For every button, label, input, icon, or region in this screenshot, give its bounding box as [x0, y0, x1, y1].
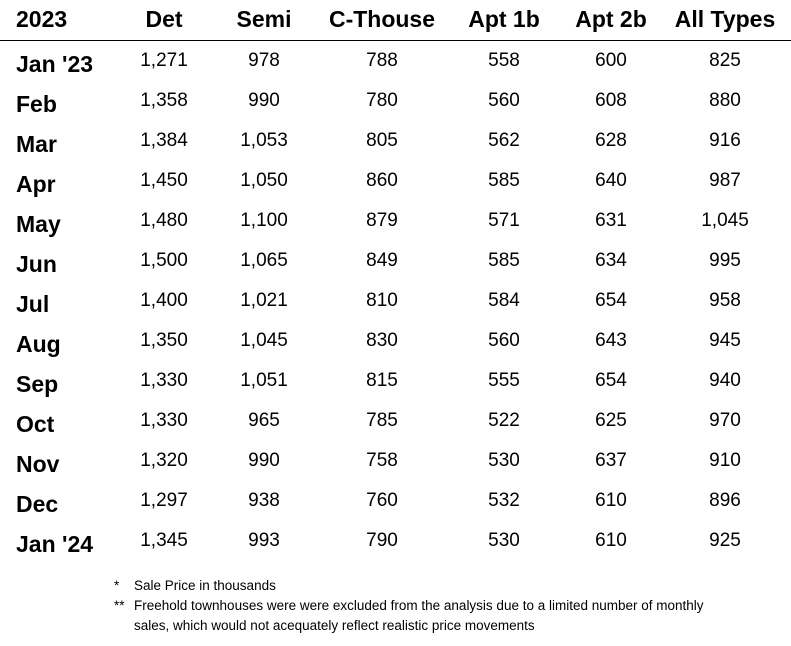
cell-apt-1b: 530 — [488, 450, 520, 471]
cell-all-types: 925 — [709, 530, 741, 551]
cell-all-types: 995 — [709, 250, 741, 271]
cell-month: Jul — [16, 291, 50, 317]
cell-c-thouse: 815 — [366, 370, 398, 391]
cell-apt-1b: 555 — [488, 370, 520, 391]
cell-det: 1,350 — [140, 330, 188, 351]
cell-c-thouse: 760 — [366, 490, 398, 511]
cell-c-thouse: 860 — [366, 170, 398, 191]
table-row — [0, 481, 791, 521]
cell-all-types: 987 — [709, 170, 741, 191]
cell-all-types: 945 — [709, 330, 741, 351]
header-apt-1b: Apt 1b — [468, 6, 540, 32]
cell-month: Mar — [16, 131, 57, 157]
cell-apt-1b: 558 — [488, 50, 520, 71]
table-row — [0, 401, 791, 441]
cell-c-thouse: 780 — [366, 90, 398, 111]
cell-semi: 990 — [248, 90, 280, 111]
cell-semi: 1,065 — [240, 250, 288, 271]
cell-all-types: 958 — [709, 290, 741, 311]
cell-apt-1b: 530 — [488, 530, 520, 551]
footnote — [114, 576, 714, 596]
cell-det: 1,345 — [140, 530, 188, 551]
cell-all-types: 1,045 — [701, 210, 749, 231]
cell-apt-2b: 654 — [595, 290, 627, 311]
footnote-text: Freehold townhouses were were excluded from the analysis due to a limited number of monthly sales, which would not acequately reflect realistic price movements — [134, 598, 704, 633]
table-row — [0, 361, 791, 401]
cell-month: May — [16, 211, 61, 237]
cell-det: 1,480 — [140, 210, 188, 231]
cell-month: Dec — [16, 491, 59, 517]
table-row — [0, 441, 791, 481]
table-row — [0, 521, 791, 561]
footnote-text: Sale Price in thousands — [134, 578, 276, 593]
table-row — [0, 321, 791, 361]
header-year: 2023 — [16, 6, 68, 32]
cell-apt-1b: 585 — [488, 170, 520, 191]
cell-c-thouse: 805 — [366, 130, 398, 151]
header-semi: Semi — [236, 6, 292, 32]
cell-det: 1,297 — [140, 490, 188, 511]
cell-semi: 978 — [248, 50, 280, 71]
footnote-marker: ** — [114, 598, 125, 613]
cell-apt-2b: 610 — [595, 490, 627, 511]
cell-apt-2b: 637 — [595, 450, 627, 471]
cell-c-thouse: 790 — [366, 530, 398, 551]
cell-apt-2b: 628 — [595, 130, 627, 151]
cell-semi: 1,051 — [240, 370, 288, 391]
cell-month: Jan '23 — [16, 51, 94, 77]
cell-apt-2b: 640 — [595, 170, 627, 191]
cell-det: 1,384 — [140, 130, 188, 151]
cell-apt-1b: 560 — [488, 90, 520, 111]
table-row — [0, 201, 791, 241]
cell-month: Oct — [16, 411, 55, 437]
cell-all-types: 880 — [709, 90, 741, 111]
cell-c-thouse: 785 — [366, 410, 398, 431]
cell-apt-1b: 562 — [488, 130, 520, 151]
cell-det: 1,271 — [140, 50, 188, 71]
cell-c-thouse: 879 — [366, 210, 398, 231]
cell-apt-2b: 654 — [595, 370, 627, 391]
table-header — [0, 0, 791, 41]
cell-c-thouse: 830 — [366, 330, 398, 351]
header-apt-2b: Apt 2b — [575, 6, 647, 32]
cell-apt-2b: 643 — [595, 330, 627, 351]
cell-semi: 1,053 — [240, 130, 288, 151]
table-row — [0, 81, 791, 121]
cell-det: 1,450 — [140, 170, 188, 191]
cell-semi: 1,050 — [240, 170, 288, 191]
cell-month: Jun — [16, 251, 57, 277]
cell-c-thouse: 758 — [366, 450, 398, 471]
cell-det: 1,320 — [140, 450, 188, 471]
table-row — [0, 121, 791, 161]
footnote-marker: * — [114, 578, 120, 593]
cell-c-thouse: 849 — [366, 250, 398, 271]
cell-month: Sep — [16, 371, 59, 397]
cell-semi: 990 — [248, 450, 280, 471]
footnote — [114, 596, 714, 636]
header-c-thouse: C-Thouse — [328, 6, 436, 32]
cell-month: Nov — [16, 451, 60, 477]
cell-semi: 1,100 — [240, 210, 288, 231]
cell-det: 1,500 — [140, 250, 188, 271]
header-all-types: All Types — [674, 6, 776, 32]
cell-apt-2b: 610 — [595, 530, 627, 551]
cell-c-thouse: 810 — [366, 290, 398, 311]
table-row — [0, 241, 791, 281]
cell-apt-1b: 571 — [488, 210, 520, 231]
table-body — [0, 41, 791, 561]
cell-semi: 993 — [248, 530, 280, 551]
cell-semi: 1,045 — [240, 330, 288, 351]
cell-det: 1,330 — [140, 370, 188, 391]
cell-apt-1b: 585 — [488, 250, 520, 271]
table-row — [0, 281, 791, 321]
cell-all-types: 896 — [709, 490, 741, 511]
cell-apt-2b: 634 — [595, 250, 627, 271]
cell-apt-2b: 608 — [595, 90, 627, 111]
cell-apt-1b: 532 — [488, 490, 520, 511]
cell-semi: 1,021 — [240, 290, 288, 311]
cell-all-types: 916 — [709, 130, 741, 151]
table-row — [0, 41, 791, 81]
cell-semi: 938 — [248, 490, 280, 511]
cell-semi: 965 — [248, 410, 280, 431]
cell-all-types: 970 — [709, 410, 741, 431]
cell-apt-1b: 522 — [488, 410, 520, 431]
cell-apt-2b: 600 — [595, 50, 627, 71]
cell-apt-2b: 625 — [595, 410, 627, 431]
cell-month: Aug — [16, 331, 61, 357]
cell-all-types: 940 — [709, 370, 741, 391]
cell-all-types: 825 — [709, 50, 741, 71]
cell-all-types: 910 — [709, 450, 741, 471]
cell-month: Apr — [16, 171, 56, 197]
header-det: Det — [145, 6, 183, 32]
cell-det: 1,400 — [140, 290, 188, 311]
cell-apt-1b: 584 — [488, 290, 520, 311]
cell-month: Jan '24 — [16, 531, 94, 557]
cell-month: Feb — [16, 91, 57, 117]
cell-c-thouse: 788 — [366, 50, 398, 71]
footnotes — [114, 576, 714, 636]
cell-det: 1,330 — [140, 410, 188, 431]
cell-apt-1b: 560 — [488, 330, 520, 351]
cell-det: 1,358 — [140, 90, 188, 111]
table-row — [0, 161, 791, 201]
cell-apt-2b: 631 — [595, 210, 627, 231]
